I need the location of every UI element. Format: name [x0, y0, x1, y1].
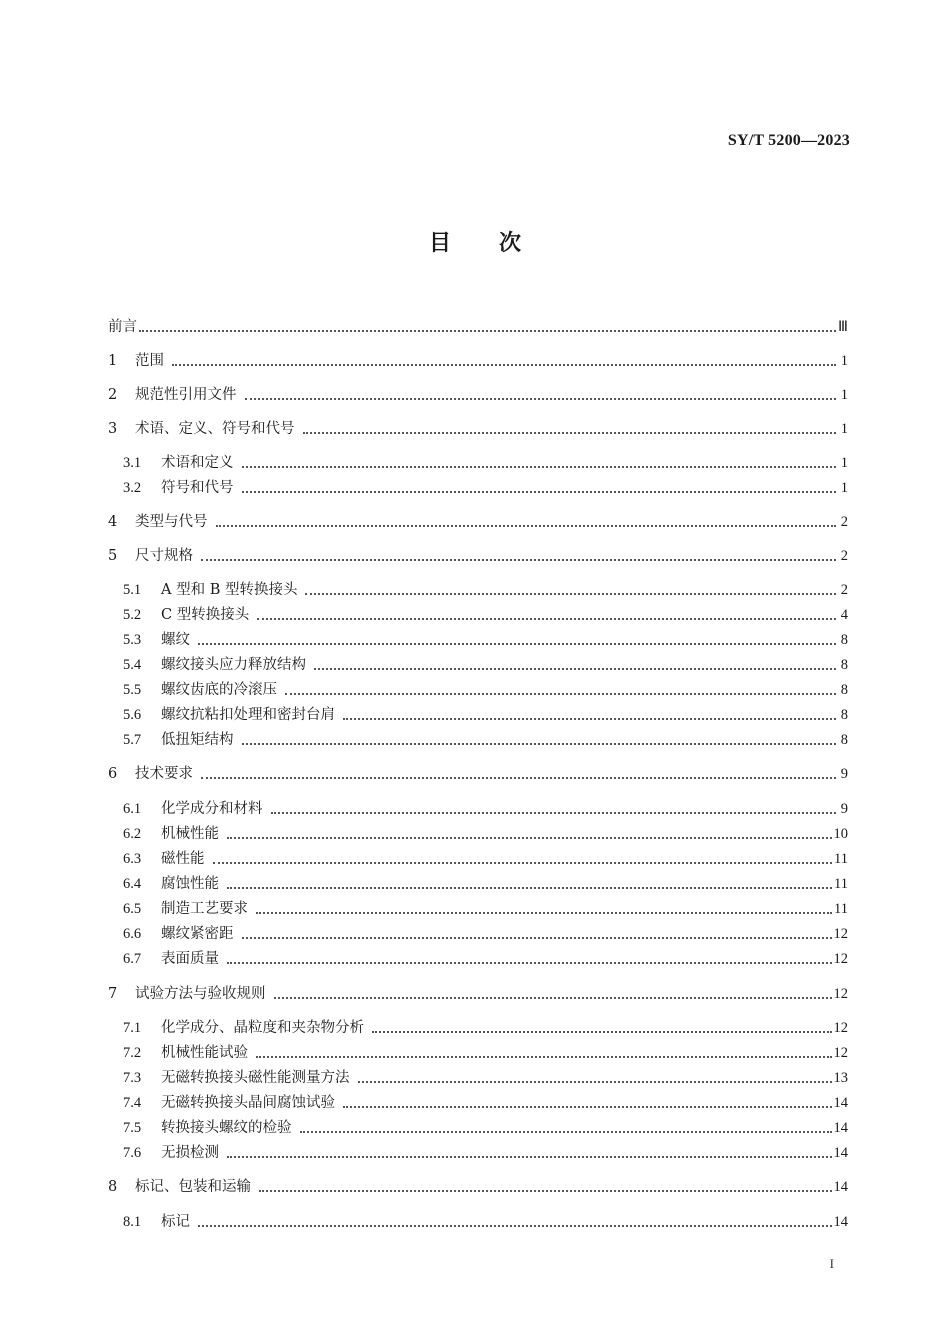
toc-entry-label: 前言: [108, 319, 137, 335]
toc-entry-page: 4: [840, 607, 848, 623]
dot-leader: [256, 912, 832, 914]
toc-entry-label: 标记: [161, 1214, 190, 1230]
toc-entry[interactable]: [123, 798, 848, 820]
toc-entry-label: 无磁转换接头磁性能测量方法: [161, 1070, 350, 1086]
toc-entry[interactable]: [123, 873, 848, 895]
dot-leader: [259, 1190, 832, 1192]
dot-leader: [139, 330, 836, 332]
toc-entry-label: 表面质量: [161, 951, 219, 967]
dot-leader: [242, 466, 837, 468]
toc-entry[interactable]: [123, 923, 848, 945]
toc-entry-page: 8: [840, 632, 848, 648]
toc-entry-number: 7.1: [123, 1020, 142, 1036]
toc-entry-label: 无损检测: [161, 1145, 219, 1161]
toc-entry[interactable]: [108, 316, 848, 338]
dot-leader: [172, 364, 836, 366]
toc-entry-label: 范围: [135, 353, 164, 369]
toc-entry[interactable]: [123, 823, 848, 845]
toc-entry[interactable]: [123, 729, 848, 751]
toc-entry-number: 6.5: [123, 901, 142, 917]
toc-entry[interactable]: [123, 1117, 848, 1139]
toc-entry-page: 1: [840, 387, 848, 403]
toc-entry[interactable]: [108, 983, 848, 1005]
toc-entry-number: 5.3: [123, 632, 142, 648]
toc-entry[interactable]: [123, 629, 848, 651]
toc-entry-label: 化学成分、晶粒度和夹杂物分析: [161, 1020, 364, 1036]
dot-leader: [201, 559, 836, 561]
dot-leader: [271, 812, 837, 814]
toc-entry-page: 14: [833, 1095, 848, 1111]
toc-entry-page: 14: [833, 1145, 848, 1161]
toc-entry[interactable]: [123, 604, 848, 626]
dot-leader: [242, 491, 837, 493]
toc-entry-number: 3.1: [123, 455, 142, 471]
dot-leader: [201, 777, 836, 779]
toc-entry-label: A 型和 B 型转换接头: [161, 582, 298, 598]
toc-entry[interactable]: [108, 545, 848, 567]
toc-entry-label: 术语、定义、符号和代号: [135, 421, 295, 437]
toc-entry-label: 尺寸规格: [135, 548, 193, 564]
toc-entry-page: 14: [833, 1120, 848, 1136]
toc-entry-label: 制造工艺要求: [161, 901, 248, 917]
dot-leader: [198, 1225, 832, 1227]
toc-entry-label: 试验方法与验收规则: [135, 986, 266, 1002]
toc-entry-label: 符号和代号: [161, 480, 234, 496]
toc-entry-page: 9: [840, 801, 848, 817]
dot-leader: [227, 962, 832, 964]
toc-entry-label: 化学成分和材料: [161, 801, 263, 817]
toc-entry-number: 8: [108, 1179, 118, 1195]
toc-entry-page: 12: [833, 926, 848, 942]
dot-leader: [242, 937, 832, 939]
toc-entry-label: 螺纹抗粘扣处理和密封台肩: [161, 707, 335, 723]
toc-entry-label: 螺纹齿底的冷滚压: [161, 682, 277, 698]
dot-leader: [257, 618, 836, 620]
title-char-1: 目: [428, 231, 451, 256]
toc-entry-page: 2: [840, 582, 848, 598]
toc-entry[interactable]: [123, 1142, 848, 1164]
toc-entry[interactable]: [123, 679, 848, 701]
toc-entry-page: 1: [840, 480, 848, 496]
toc-entry-page: 14: [833, 1179, 848, 1195]
toc-entry-label: 标记、包装和运输: [135, 1179, 251, 1195]
toc-entry[interactable]: [123, 654, 848, 676]
toc-entry-page: 12: [833, 1020, 848, 1036]
dot-leader: [198, 643, 836, 645]
toc-entry-label: 螺纹: [161, 632, 190, 648]
toc-entry-label: 技术要求: [135, 766, 193, 782]
toc-entry-page: 1: [840, 353, 848, 369]
toc-entry-page: 12: [833, 1045, 848, 1061]
toc-entry[interactable]: [108, 418, 848, 440]
toc-entry-number: 6: [108, 766, 118, 782]
toc-entry-page: 8: [840, 657, 848, 673]
toc-entry-number: 3.2: [123, 480, 142, 496]
toc-entry-page: 9: [840, 766, 848, 782]
toc-entry-label: 机械性能: [161, 826, 219, 842]
toc-entry-number: 5.4: [123, 657, 142, 673]
toc-entry[interactable]: [108, 763, 848, 785]
toc-entry-label: 磁性能: [161, 851, 205, 867]
toc-entry-label: 低扭矩结构: [161, 732, 234, 748]
dot-leader: [300, 1131, 832, 1133]
toc-entry-number: 1: [108, 353, 118, 369]
toc-entry[interactable]: [123, 1211, 848, 1233]
toc-entry-label: 无磁转换接头晶间腐蚀试验: [161, 1095, 335, 1111]
page-number: I: [829, 1256, 834, 1271]
toc-entry-page: 8: [840, 707, 848, 723]
toc-entry-number: 8.1: [123, 1214, 142, 1230]
toc-entry-number: 6.7: [123, 951, 142, 967]
toc-entry-label: 转换接头螺纹的检验: [161, 1120, 292, 1136]
toc-entry-page: 12: [833, 951, 848, 967]
toc-entry[interactable]: [108, 1176, 848, 1198]
toc-entry-number: 7.3: [123, 1070, 142, 1086]
toc-entry-page: 11: [834, 851, 848, 867]
toc-entry[interactable]: [108, 511, 848, 533]
toc-entry[interactable]: [123, 452, 848, 474]
toc-entry-label: C 型转换接头: [161, 607, 250, 623]
toc-entry-number: 3: [108, 421, 118, 437]
toc-entry-label: 规范性引用文件: [135, 387, 237, 403]
toc-entry[interactable]: [123, 898, 848, 920]
dot-leader: [372, 1031, 832, 1033]
dot-leader: [245, 398, 837, 400]
toc-entry-number: 5.6: [123, 707, 142, 723]
toc-entry-number: 5.7: [123, 732, 142, 748]
toc-entry-page: 8: [840, 732, 848, 748]
toc-entry[interactable]: [123, 848, 848, 870]
toc-entry-number: 6.6: [123, 926, 142, 942]
toc-entry-label: 腐蚀性能: [161, 876, 219, 892]
toc-entry-number: 7.4: [123, 1095, 142, 1111]
dot-leader: [274, 997, 832, 999]
toc-entry-number: 6.2: [123, 826, 142, 842]
toc-entry-number: 7: [108, 986, 118, 1002]
toc-entry-page: 2: [840, 514, 848, 530]
toc-entry[interactable]: [123, 1067, 848, 1089]
toc-entry-number: 6.1: [123, 801, 142, 817]
toc-entry-page: 14: [833, 1214, 848, 1230]
toc-entry[interactable]: [123, 477, 848, 499]
dot-leader: [216, 525, 837, 527]
toc-entry[interactable]: [123, 1092, 848, 1114]
toc-entry-page: 13: [833, 1070, 848, 1086]
dot-leader: [343, 718, 836, 720]
dot-leader: [358, 1081, 832, 1083]
title-char-2: 次: [499, 231, 522, 256]
toc-entry-page: 11: [834, 876, 848, 892]
toc-entry-page: 8: [840, 682, 848, 698]
dot-leader: [227, 1156, 832, 1158]
standard-number: SY/T 5200—2023: [727, 132, 850, 149]
toc-entry-number: 7.6: [123, 1145, 142, 1161]
toc-entry-page: 1: [840, 455, 848, 471]
toc-entry[interactable]: [108, 350, 848, 372]
dot-leader: [343, 1106, 832, 1108]
toc-entry-page: 1: [840, 421, 848, 437]
toc-entry-label: 机械性能试验: [161, 1045, 248, 1061]
dot-leader: [256, 1056, 832, 1058]
toc-entry-number: 5: [108, 548, 118, 564]
dot-leader: [227, 887, 832, 889]
toc-entry-page: 2: [840, 548, 848, 564]
dot-leader: [303, 432, 837, 434]
toc-entry-label: 螺纹接头应力释放结构: [161, 657, 306, 673]
dot-leader: [213, 862, 833, 864]
toc-entry[interactable]: [123, 704, 848, 726]
dot-leader: [227, 837, 832, 839]
toc-entry-page: 12: [833, 986, 848, 1002]
toc-entry-number: 7.5: [123, 1120, 142, 1136]
dot-leader: [242, 743, 837, 745]
dot-leader: [285, 693, 836, 695]
toc-entry-label: 类型与代号: [135, 514, 208, 530]
toc-entry-number: 6.3: [123, 851, 142, 867]
toc-entry-number: 2: [108, 387, 118, 403]
toc-entry[interactable]: [123, 1017, 848, 1039]
toc-entry-label: 术语和定义: [161, 455, 234, 471]
toc-entry-number: 5.5: [123, 682, 142, 698]
toc-entry[interactable]: [108, 384, 848, 406]
dot-leader: [314, 668, 836, 670]
toc-entry[interactable]: [123, 1042, 848, 1064]
toc-entry-page: Ⅲ: [838, 319, 848, 335]
toc-entry-number: 4: [108, 514, 118, 530]
toc-entry-page: 10: [833, 826, 848, 842]
toc-entry[interactable]: [123, 948, 848, 970]
toc-entry-number: 6.4: [123, 876, 142, 892]
toc-entry-number: 7.2: [123, 1045, 142, 1061]
toc-entry-number: 5.2: [123, 607, 142, 623]
toc-entry[interactable]: [123, 579, 848, 601]
toc-entry-page: 11: [834, 901, 848, 917]
toc-entry-label: 螺纹紧密距: [161, 926, 234, 942]
dot-leader: [305, 593, 836, 595]
toc-entry-number: 5.1: [123, 582, 142, 598]
